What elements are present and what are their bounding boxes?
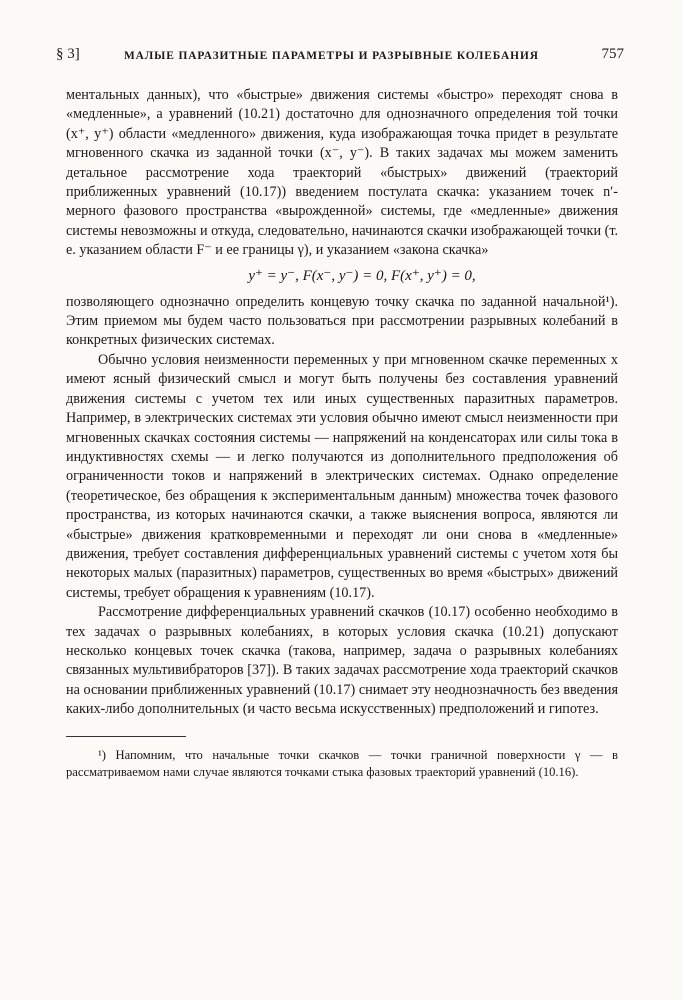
paragraph-3: Обычно условия неизменности переменных y при мгновенном скачке переменных x имеют ясный физический смысл и могут быть получены без составления уравнений движения системы с учетом тех или иных существенных паразитных параметров. Например, в электрических системах эти условия обычно имеют смысл неизменности при мгновенных скачках состояния системы — напряжений на конденсаторах или силы тока в индуктивностях схемы — и легко получаются из дополнительного предположения об ограниченности токов и напряжений в электрических системах. Однако определение (теоретическое, без обращения к экспериментальным данным) множества точек фазового пространства, из которых начинаются скачки, а также выяснения вопроса, являются ли «быстрые» движения кратковременными и переходят ли они снова в «медленные» движения, требует составления дифференциальных уравнений системы с учетом хотя бы некоторых малых (паразитных) параметров, существенных во время «быстрых» движений системы, требует обращения к уравнениям (10.17).: [66, 351, 618, 601]
book-page: [56, 44, 624, 781]
section-mark: § 3]: [56, 46, 80, 62]
running-title: МАЛЫЕ ПАРАЗИТНЫЕ ПАРАМЕТРЫ И РАЗРЫВНЫЕ КОЛЕБАНИЯ: [124, 50, 539, 62]
footnote-rule: [66, 736, 186, 737]
paragraph-1: ментальных данных), что «быстрые» движения системы «быстро» переходят снова в «медленные», а уравнений (10.21) достаточно для однозначного определения той точки (x⁺, y⁺) области «медленного» движения, куда изображающая точка придет в результате мгновенного скачка из заданной точки (x⁻, y⁻). В таких задачах мы можем заменить детальное рассмотрение хода траекторий «быстрых» движений (траекторий приближенных уравнений (10.17)) введением постулата скачка: указанием точек n′-мерного фазового пространства «вырожденной» системы, где «медленные» движения системы невозможны и откуда, следовательно, начинаются скачки изображающей точки (т. е. указанием области F⁻ и ее границы γ), и указанием «закона скачка»: [66, 87, 618, 259]
main-text: [66, 86, 618, 720]
running-header: [56, 44, 624, 72]
page-number: 757: [601, 46, 624, 62]
paragraph-4: Рассмотрение дифференциальных уравнений скачков (10.17) особенно необходимо в тех задачах о разрывных колебаниях, в которых условия скачка (10.21) допускают несколько концевых точек скачка (такова, например, задача о разрывных колебаниях связанных мультивибраторов [37]). В таких задачах рассмотрение хода траекторий скачков на основании приближенных уравнений (10.17) снимает эту неоднозначность без введения каких-либо дополнительных (и часто весьма искусственных) предположений и гипотез.: [66, 604, 618, 718]
footnote: ¹) Напомним, что начальные точки скачков — точки граничной поверхности γ — в рассматриваемом нами случае являются точками стыка фазовых траекторий уравнений (10.16).: [66, 747, 618, 779]
jump-law-formula: y⁺ = y⁻, F(x⁻, y⁻) = 0, F(x⁺, y⁺) = 0,: [248, 267, 476, 284]
paragraph-2: позволяющего однозначно определить концевую точку скачка по заданной начальной¹). Этим приемом мы будем часто пользоваться при рассмотрении разрывных колебаний в конкретных физических системах.: [66, 293, 618, 349]
